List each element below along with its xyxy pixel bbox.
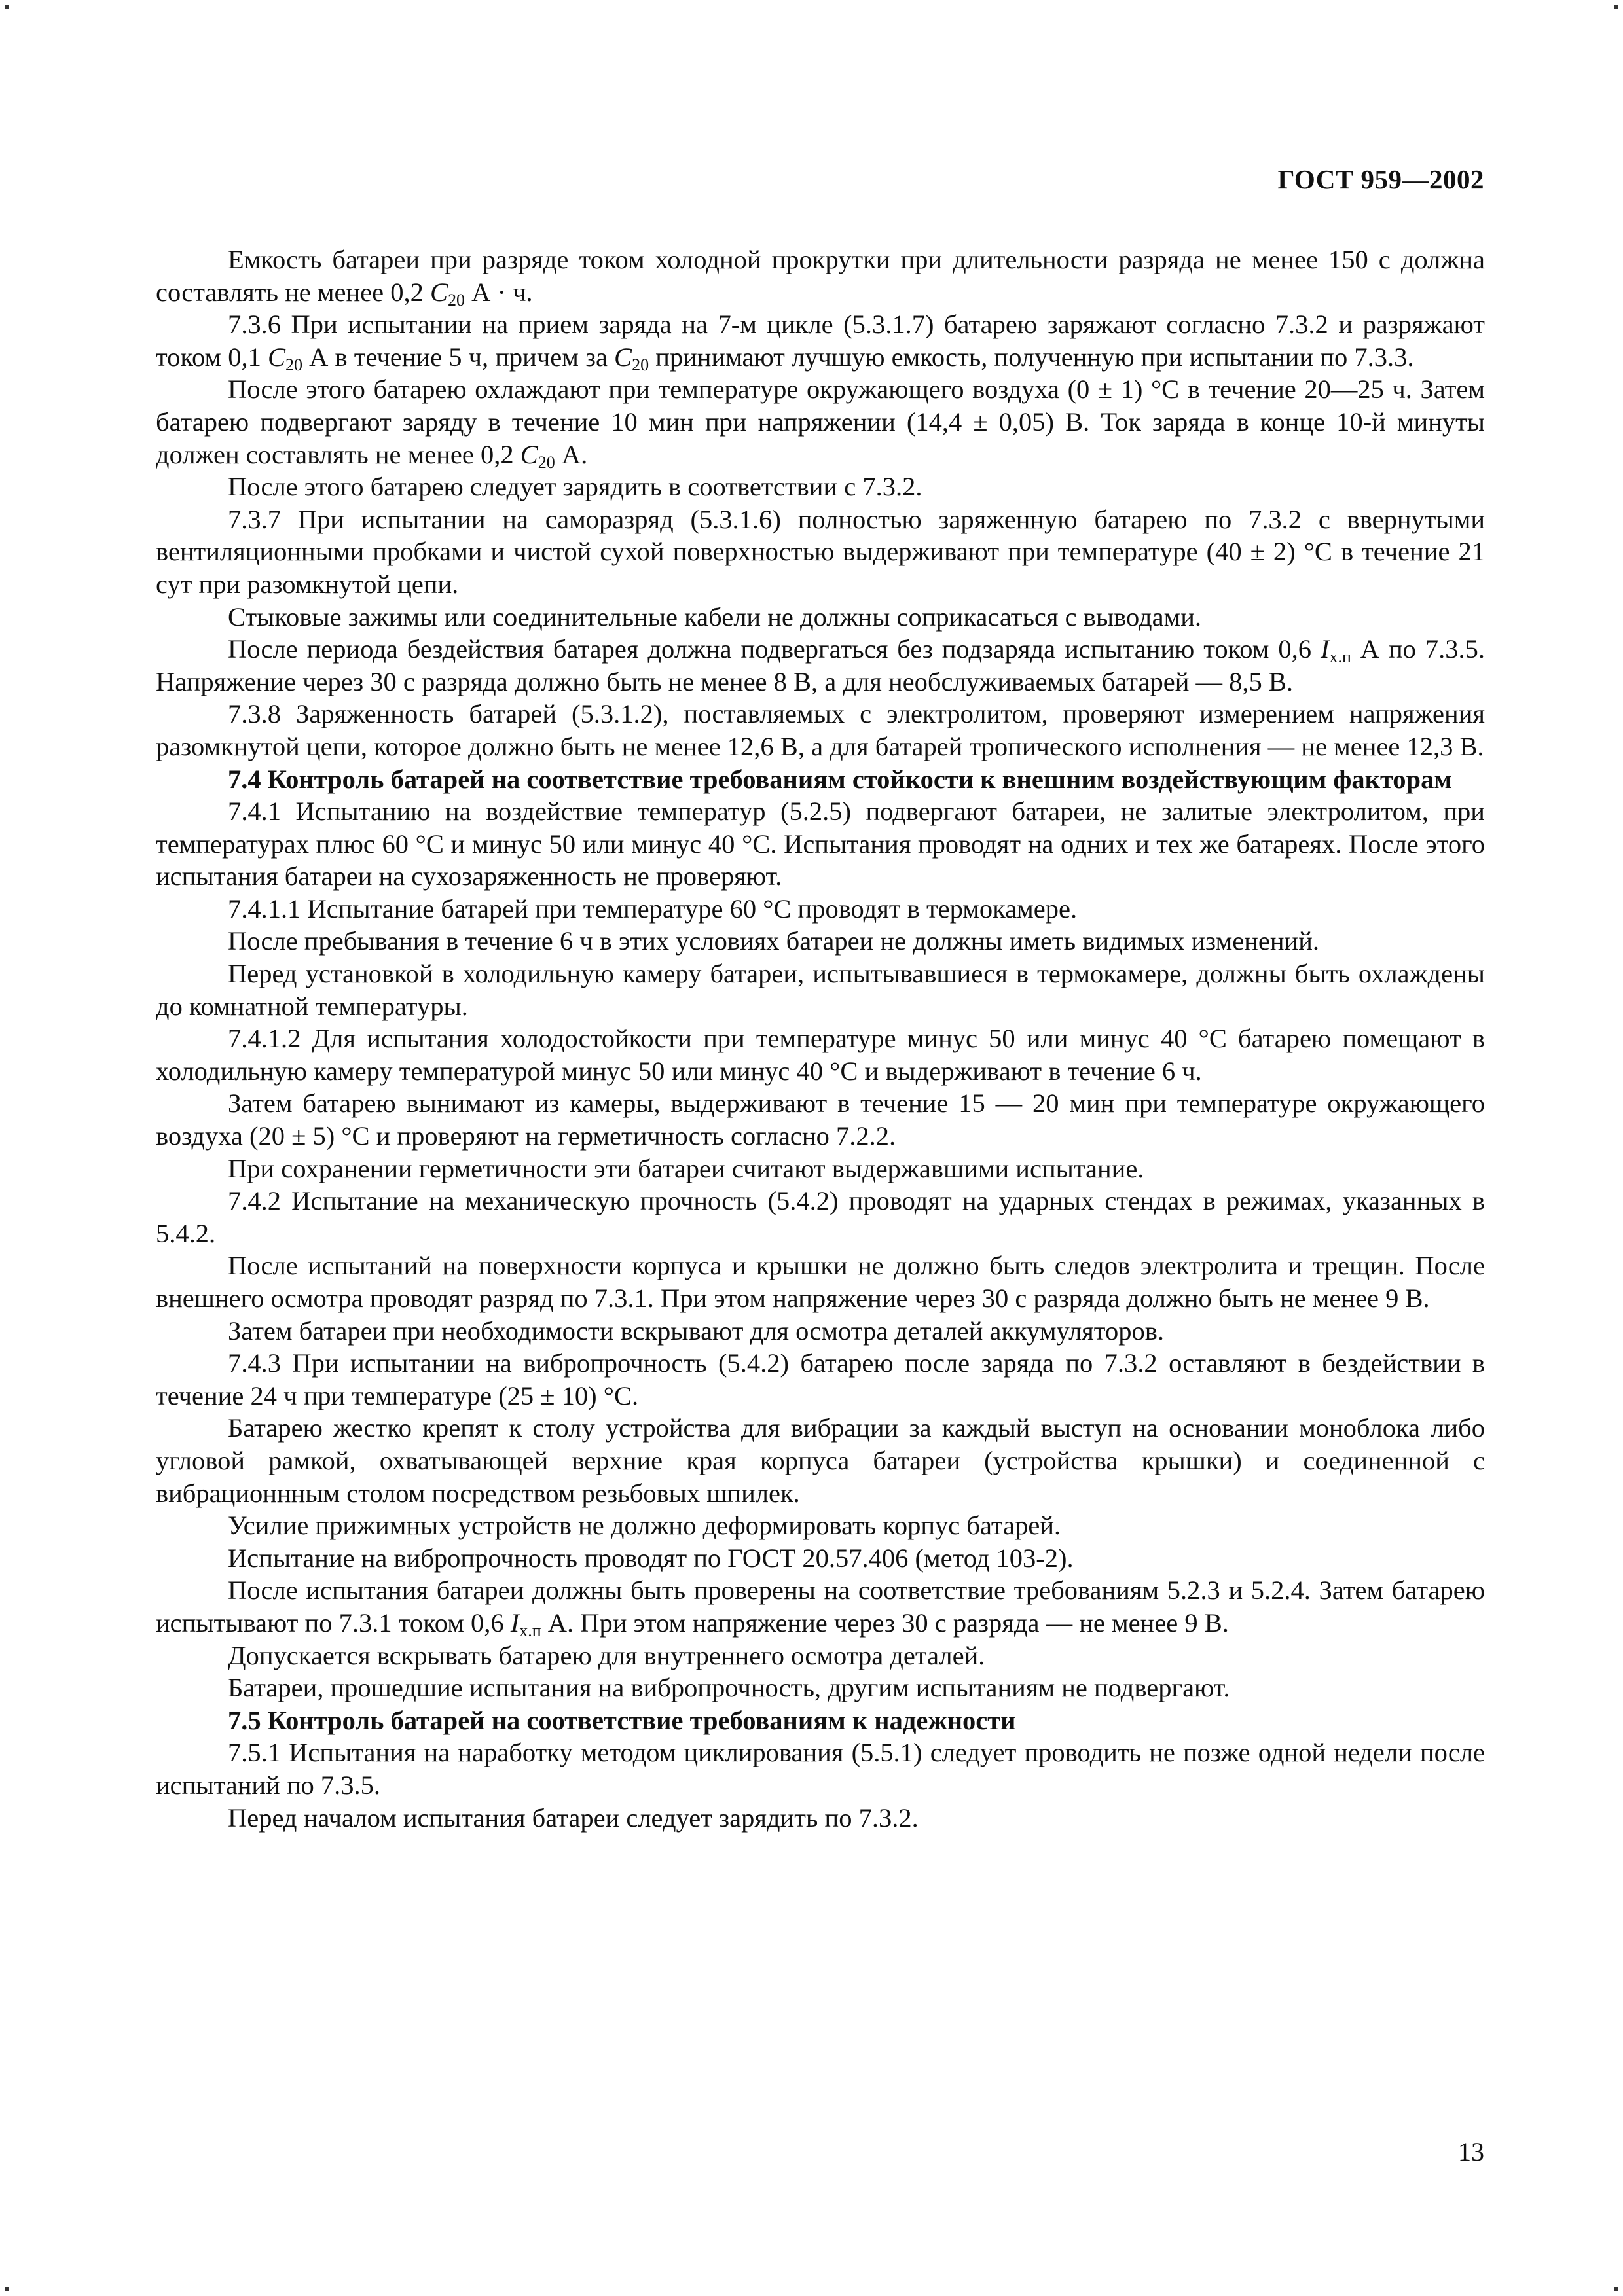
text-run: А. При этом напряжение через 30 с разряда — не менее 9 В.: [541, 1607, 1229, 1638]
italic-symbol: C: [614, 342, 632, 372]
text-run: Стыковые зажимы или соединительные кабели не должны соприкасаться с выводами.: [228, 601, 1202, 632]
body-paragraph: [156, 1736, 1485, 1801]
text-run: 7.4.1 Испытанию на воздействие температур (5.2.5) подвергают батареи, не залитые электролитом, при температурах плюс 60 °С и минус 50 или минус 40 °С. Испытания проводят на одних и тех же батареях. После этого испытания батареи на сухозаряженность не проверяют.: [156, 797, 1485, 891]
body-paragraph: [156, 925, 1485, 958]
page-number: 13: [1458, 2137, 1484, 2166]
body-paragraph: [156, 633, 1485, 698]
corner-mark: [1614, 2287, 1618, 2291]
corner-mark: [5, 2287, 9, 2291]
section-heading: [156, 1704, 1485, 1737]
text-run: 7.5 Контроль батарей на соответствие требованиям к надежности: [228, 1705, 1016, 1735]
text-run: А.: [555, 439, 588, 469]
subscript: х.п: [1329, 647, 1351, 667]
corner-mark: [1614, 5, 1618, 9]
body-paragraph: [156, 1153, 1485, 1185]
body-paragraph: [156, 1574, 1485, 1639]
body-paragraph: [156, 1672, 1485, 1704]
body-paragraph: [156, 1022, 1485, 1087]
text-run: После этого батарею следует зарядить в соответствии с 7.3.2.: [228, 472, 922, 502]
document-body: [156, 243, 1485, 1834]
text-run: 7.4.3 При испытании на вибропрочность (5.4.2) батарею после заряда по 7.3.2 оставляют в бездействии в течение 24 ч при температуре (25 ± 10) °С.: [156, 1348, 1485, 1410]
italic-symbol: I: [510, 1607, 520, 1638]
body-paragraph: [156, 1315, 1485, 1348]
body-paragraph: [156, 503, 1485, 601]
text-run: 7.3.7 При испытании на саморазряд (5.3.1.6) полностью заряженную батарею по 7.3.2 с ввернутыми вентиляционными пробками и чистой сухой поверхностью выдерживают при температуре (40 ± 2) °С в течение 21 сут при разомкнутой цепи.: [156, 504, 1485, 599]
subscript: 20: [538, 452, 555, 472]
text-run: А по 7.3.5. Напряжение через 30 с разряда должно быть не менее 8 В, а для необслуживаемых батарей — 8,5 В.: [156, 634, 1486, 696]
text-run: А в течение 5 ч, причем за: [302, 342, 615, 372]
body-paragraph: [156, 1509, 1485, 1542]
text-run: После пребывания в течение 6 ч в этих условиях батареи не должны иметь видимых изменений.: [228, 926, 1320, 956]
body-paragraph: [156, 1412, 1485, 1509]
body-paragraph: [156, 1185, 1485, 1249]
body-paragraph: [156, 1542, 1485, 1575]
italic-symbol: C: [520, 439, 538, 469]
text-run: Батарею жестко крепят к столу устройства для вибрации за каждый выступ на основании моноблока либо угловой рамкой, охватывающей верхние края корпуса батареи (устройства крышки) и соединенной с вибрационнным столом посредством резьбовых шпилек.: [156, 1413, 1485, 1508]
text-run: 7.4.1.1 Испытание батарей при температуре 60 °С проводят в термокамере.: [228, 893, 1078, 924]
body-paragraph: [156, 893, 1485, 925]
subscript: 20: [448, 290, 465, 310]
body-paragraph: [156, 795, 1485, 893]
body-paragraph: [156, 1802, 1485, 1835]
body-paragraph: [156, 698, 1485, 762]
text-run: Емкость батареи при разряде током холодной прокрутки при длительности разряда не менее 150 с должна составлять не менее 0,2: [156, 245, 1485, 307]
text-run: Затем батареи при необходимости вскрывают для осмотра деталей аккумуляторов.: [228, 1316, 1164, 1346]
text-run: Перед началом испытания батареи следует зарядить по 7.3.2.: [228, 1803, 919, 1833]
text-run: При сохранении герметичности эти батареи считают выдержавшими испытание.: [228, 1153, 1144, 1183]
text-run: А · ч.: [465, 277, 533, 307]
italic-symbol: I: [1320, 634, 1330, 664]
text-run: Перед установкой в холодильную камеру батареи, испытывавшиеся в термокамере, должны быть охлаждены до комнатной температуры.: [156, 959, 1485, 1021]
section-heading: [156, 763, 1485, 796]
text-run: После периода бездействия батарея должна подвергаться без подзаряда испытанию током 0,6: [228, 634, 1321, 664]
text-run: принимают лучшую емкость, полученную при испытании по 7.3.3.: [649, 342, 1414, 372]
body-paragraph: [156, 308, 1485, 373]
text-run: Испытание на вибропрочность проводят по ГОСТ 20.57.406 (метод 103-2).: [228, 1543, 1074, 1573]
subscript: 20: [285, 355, 303, 374]
document-header: ГОСТ 959—2002: [1277, 164, 1484, 194]
text-run: 7.3.8 Заряженность батарей (5.3.1.2), поставляемых с электролитом, проверяют измерением напряжения разомкнутой цепи, которое должно быть не менее 12,6 В, а для батарей тропического исполнения — не менее 12,3 В.: [156, 699, 1485, 761]
italic-symbol: C: [268, 342, 286, 372]
text-run: После испытаний на поверхности корпуса и крышки не должно быть следов электролита и трещин. После внешнего осмотра проводят разряд по 7.3.1. При этом напряжение через 30 с разряда должно быть не менее 9 В.: [156, 1251, 1485, 1313]
text-run: После этого батарею охлаждают при температуре окружающего воздуха (0 ± 1) °С в течение 20—25 ч. Затем батарею подвергают заряду в течение 10 мин при напряжении (14,4 ± 0,05) В. Ток заряда в конце 10-й минуты должен составлять не менее 0,2: [156, 374, 1485, 469]
body-paragraph: [156, 373, 1485, 471]
corner-mark: [5, 5, 9, 9]
body-paragraph: [156, 1347, 1485, 1412]
text-run: 7.4.2 Испытание на механическую прочность (5.4.2) проводят на ударных стендах в режимах, указанных в 5.4.2.: [156, 1186, 1485, 1248]
subscript: 20: [632, 355, 649, 374]
text-run: 7.3.6 При испытании на прием заряда на 7-м цикле (5.3.1.7) батарею заряжают согласно 7.3.2 и разряжают током 0,1: [156, 310, 1485, 372]
subscript: х.п: [519, 1621, 541, 1640]
text-run: Усилие прижимных устройств не должно деформировать корпус батарей.: [228, 1511, 1061, 1541]
text-run: 7.5.1 Испытания на наработку методом циклирования (5.5.1) следует проводить не позже одной недели после испытаний по 7.3.5.: [156, 1738, 1485, 1800]
body-paragraph: [156, 1249, 1485, 1314]
text-run: Батареи, прошедшие испытания на вибропрочность, другим испытаниям не подвергают.: [228, 1673, 1230, 1703]
body-paragraph: [156, 1087, 1485, 1152]
text-run: 7.4.1.2 Для испытания холодостойкости при температуре минус 50 или минус 40 °С батарею помещают в холодильную камеру температурой минус 50 или минус 40 °С и выдерживают в течение 6 ч.: [156, 1024, 1485, 1086]
text-run: Затем батарею вынимают из камеры, выдерживают в течение 15 — 20 мин при температуре окружающего воздуха (20 ± 5) °С и проверяют на герметичность согласно 7.2.2.: [156, 1088, 1485, 1151]
text-run: После испытания батареи должны быть проверены на соответствие требованиям 5.2.3 и 5.2.4. Затем батарею испытывают по 7.3.1 током 0,6: [156, 1575, 1485, 1638]
body-paragraph: [156, 471, 1485, 503]
italic-symbol: C: [429, 277, 448, 307]
body-paragraph: [156, 958, 1485, 1022]
text-run: Допускается вскрывать батарею для внутреннего осмотра деталей.: [228, 1640, 985, 1670]
body-paragraph: [156, 601, 1485, 634]
text-run: 7.4 Контроль батарей на соответствие требованиям стойкости к внешним воздействующим факторам: [228, 764, 1452, 794]
body-paragraph: [156, 1640, 1485, 1672]
body-paragraph: [156, 243, 1485, 308]
